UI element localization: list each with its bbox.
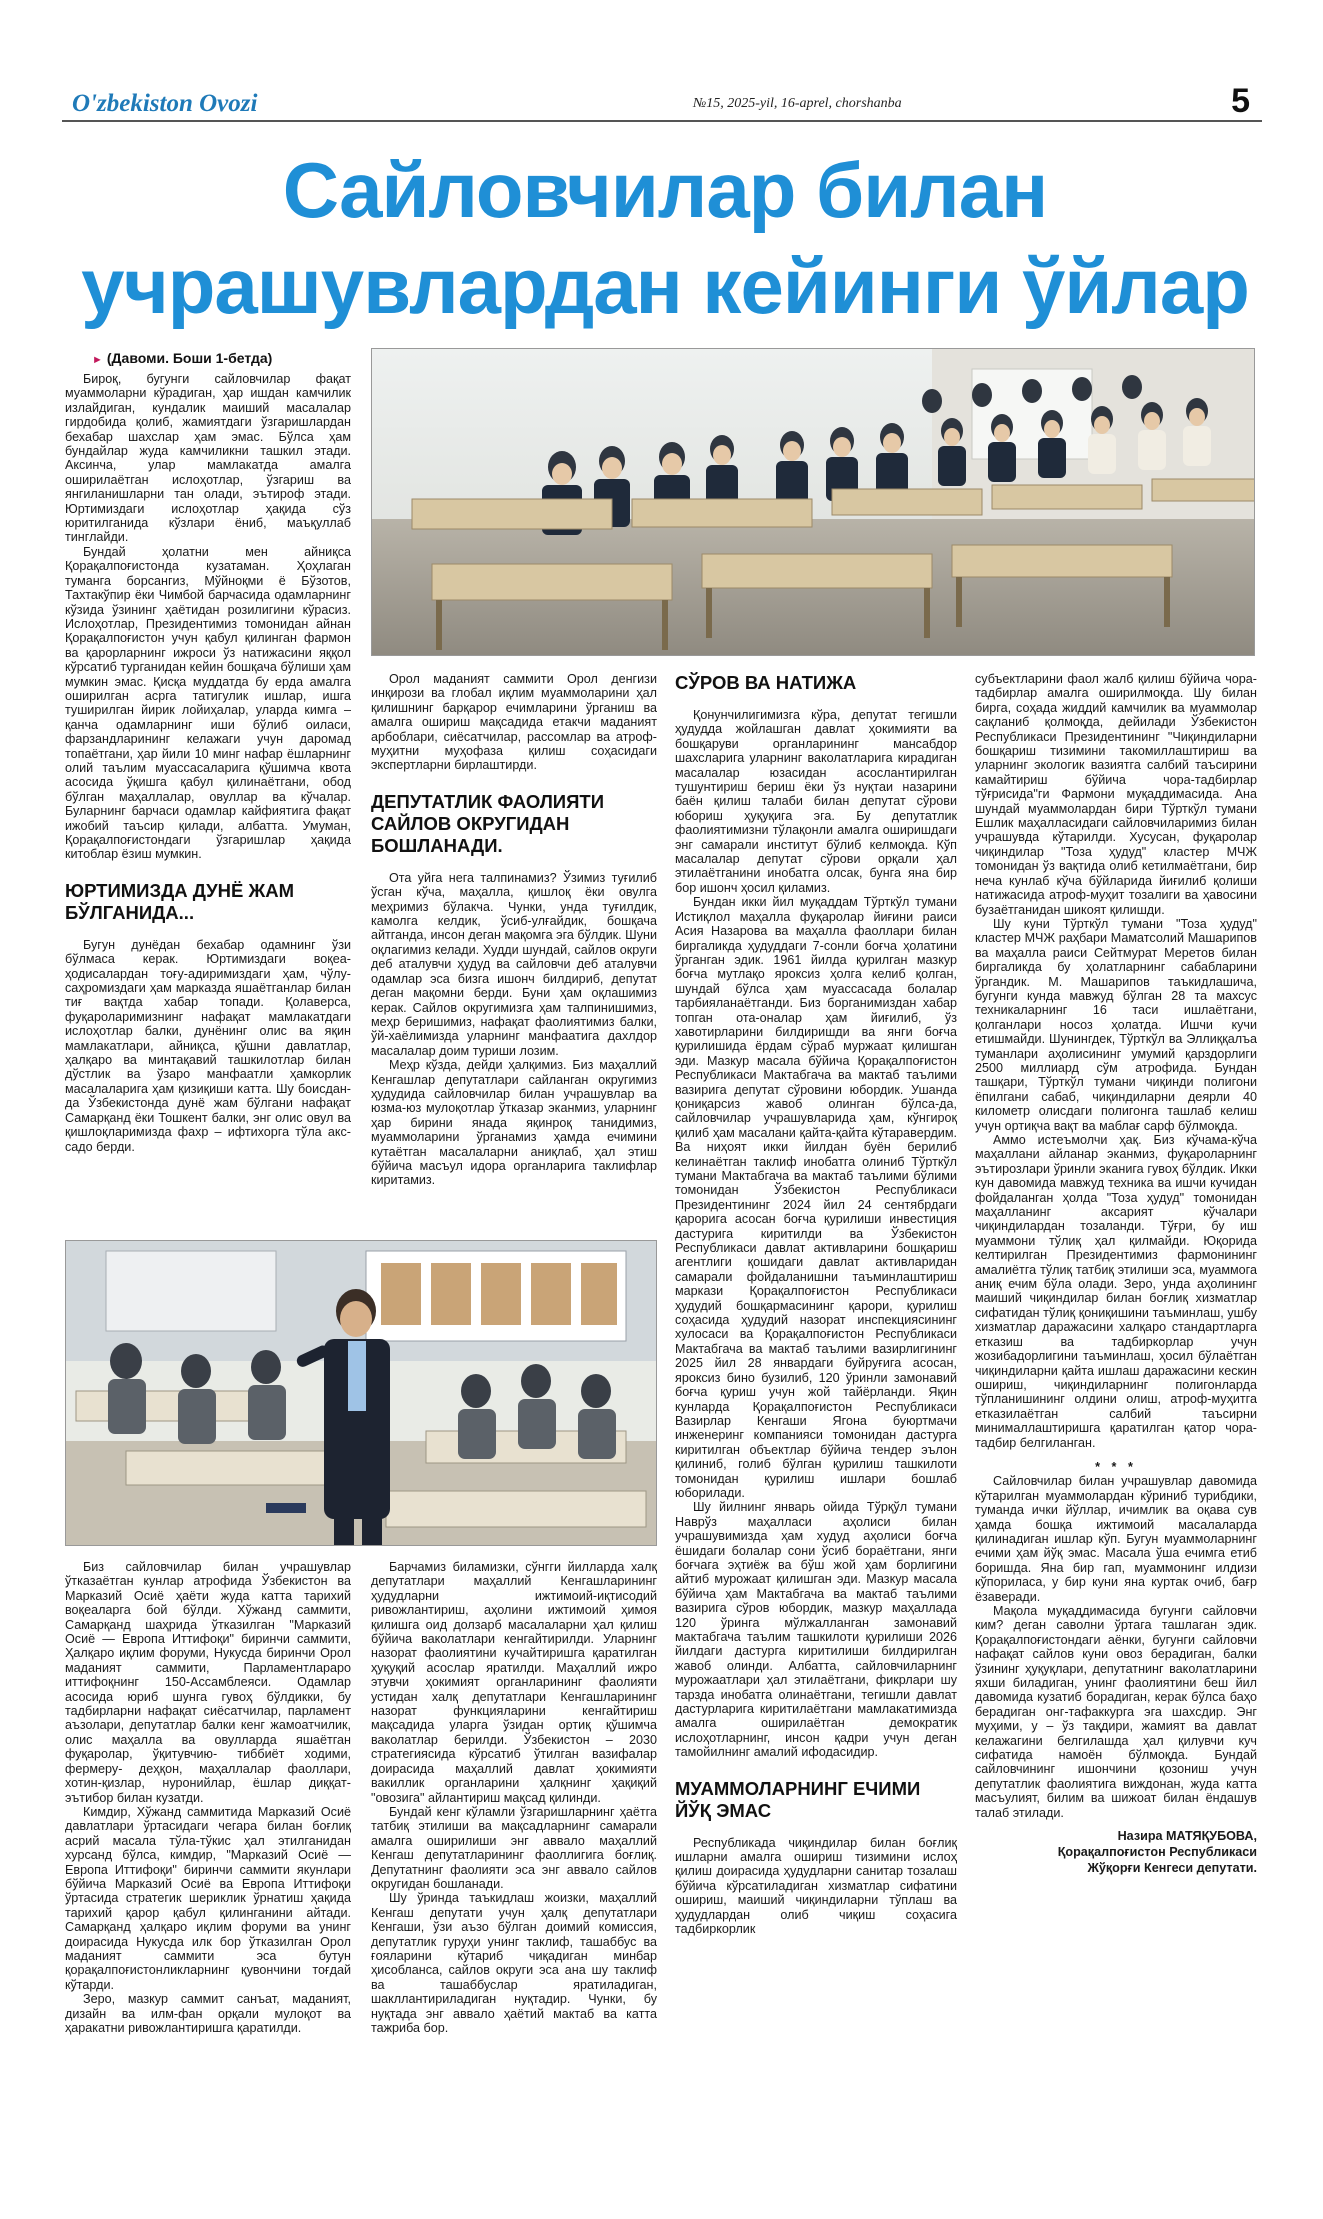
paragraph: Кимдир, Хўжанд саммитида Марказий Осиё давлатлари ўртасидаги чегара билан боғлиқ асрий масала тўла-тўкис ҳал этилганидан хурсанд бўлса, кимдир, "Марказий Осиё — Европа Иттифоқи" биринчи саммити якунлари бўйича Марказий Осиё ва Европа Иттифоқи ўртасида стратегик шериклик ўрнатиш ҳақида тарихий қарор қабул қилинганини айтади. Самарқанд ҳалқаро иқлим форуми ва унинг доирасида Нукусда илк бор ўтказилган Орол маданият саммити эса бутун қорақалпоғистонликларнинг қувончини тоғдай кўтарди. [65,1804,351,1992]
author-name: Назира МАТЯҚУБОВА, [1117,1829,1257,1844]
paragraph: Бироқ, бугунги сайловчилар фақат муаммоларни кўрадиган, ҳар ишдан камчилик излайдиган, кундалик маиший масалалар гирдобида қолиб, жамиятдаги ўзгаришлардан бехабар шахслар ҳам эмас. Бўлса ҳам бундайлар жуда камчиликни ташкил этади. Аксинча, улар мамлакатда амалга оширилаётган ислоҳотлар, ўзгариш ва янгиланишларни тан олади, эътироф этади. Юртимиздаги ислоҳотлар ҳақида сўз юритилганида кўзлари ёниб, маъқуллаб тинглайди. [65,372,351,545]
section-heading-yurtimizda: ЮРТИМИЗДА ДУНЁ ЖАМ БЎЛГАНИДА... [65,879,295,923]
section-divider-stars: * * * [1095,1459,1137,1474]
page-number: 5 [1231,82,1250,120]
author-title-line2: Жўқорғи Кенгеси депутати. [1087,1861,1257,1876]
classroom-photo [371,348,1255,656]
column-1-top [65,372,351,1204]
paragraph: Қонунчилигимизга кўра, депутат тегишли ҳудудда жойлашган давлат ҳокимияти ва бошқаруви органларининг мансабдор шахсларига уларнинг ваколатларига кирадиган масалалар юзасидан асослантирилган тушунтириш бериш ёки ўз нуқтаи назарини баён қилиш талаби билан депутат сўрови юбориш ҳуқуқига эга. Бу депутатлик фаолиятимизни тўлақонли амалга оширишдаги энг самарали институт бўлиб келмоқда. Кўп масалалар депутат сўрови орқали ҳал этилаётганини инобатга олсак, бунга яна бир бор ишонч ҳосил қиламиз. [675,708,957,895]
meeting-photo-image [66,1241,657,1546]
paragraph: Биз сайловчилар билан учрашувлар ўтказаётган кунлар атрофида Ўзбекистон ва Марказий Осиё ҳаёти жуда катта тарихий воқеаларга бой бўлди. Хўжанд саммити, Самарқанд шаҳрида ўтказилган "Марказий Осиё — Европа Иттифоқи" биринчи саммити, Ҳалқаро иқлим форуми, Нукусда биринчи Орол маданият саммити, Парламентлараро иттифоқнинг 150-Ассамблеяси. Одамлар асосида юриб шунга гувоҳ бўлдикки, бу тадбирларни нафақат сиёсатчилар, парламент аъзолари, депутатлар балки кенг жамоатчилик, олис маҳалла ва овулларда яшаётган фуқаролар, ўқитувчию- тиббиёт ходими, фермеру- деҳқон, маҳаллалар фаоллари, хотин-қизлар, нуронийлар, ёшлар диққат- эътибор билан кузатди. [65,1560,351,1805]
column-3 [675,672,957,2112]
paragraph: Бугун дунёдан бехабар одамнинг ўзи бўлмаса керак. Юртимиздаги воқеа-ҳодисалардан тоғу-адиримиздаги ҳам, чўлу-саҳромиздаги ҳам марказда яшаётганлар билан тиғ вақтда хабар топади. Қолаверса, фуқароларимизнинг нафақат мамлакатдаги ислоҳотлар балки, дунёнинг олис ва яқин мамлакатлари, айниқса, қўшни давлатлар, ҳалқаро ва минтақавий ташкилотлар билан дўстлик ва ўзаро манфаатли ҳамкорлик масалаларига ҳам қизиқиши катта. Шу боисдан-да Ўзбекистонда дунё жам бўлгани нафақат Самарқанд ёки Тошкент балки, энг олис овул ва қишлоқларимизда фахр – ифтихорга тўла акс-садо берди. [65,937,351,1154]
paragraph: Орол маданият саммити Орол денгизи инқирози ва глобал иқлим муаммоларини ҳал қилишнинг барқарор ечимларини ўрганиш ва амалга ошириш мақсадида етакчи маданият арбоблари, сиёсатчилар, рассомлар ва атроф-муҳитни муҳофаза қилиш соҳасидаги экспертларни бирлаштирди. [371,672,657,773]
paragraph: Ота уйга нега талпинамиз? Ўзимиз туғилиб ўсган кўча, маҳалла, қишлоқ ёки овулга меҳримиз бўлакча. Чунки, унда туғилдик, камолга келдик, ўсиб-улғайдик, бошқача айтганда, инсон деган мақомга эга бўлдик. Шуни оқлагимиз келади. Худди шундай, сайлов округи деб аталувчи ҳудуд ва сайловчи деб аталувчи одамлар эса бизга ишонч билдириб, депутат деган мақомни берди. Буни ҳам оқлашимиз керак. Сайлов округимизга ҳам талпинишимиз, меҳр беришимиз, нафақат фаолиятимиз балки, ўй-хаёлимизда уларнинг манфаатига дахлдор масалалар доим туриши лозим. [371,870,657,1058]
continued-text: (Давоми. Боши 1-бетда) [106,350,273,366]
issue-line: №15, 2025-yil, 16-aprel, chorshanba [693,96,902,111]
paragraph: Мақола муқаддимасида бугунги сайловчи ким? деган саволни ўртага ташлаган эдик. Қорақалпоғистондаги аёнки, бугунги сайловчи нафақат сайлов куни овоз берадиган, балки ўзининг ҳуқуқлари, депутатнинг ваколатларини яхши биладиган, унинг фаолиятини беш йил давомида кузатиб борадиган, керак бўлса баҳо берадиган онг-тафаккурга эга шахсдир. Энг муҳими, у – ўз тақдири, жамият ва давлат келажагини белгилашда ҳал қилувчи куч сифатида намоён бўлмоқда. Бундай сайловчининг ишончини қозониш учун депутатлик фаолиятига виждонан, жуда катта масъулият, билим ва шижоат билан ёндашув талаб этилади. [975,1604,1257,1820]
author-title-line1: Қорақалпоғистон Республикаси [1057,1845,1257,1860]
paragraph: Барчамиз биламизки, сўнгги йилларда халқ депутатлари маҳаллий Кенгашларининг ҳудудларни ижтимоий-иқтисодий ривожлантириш, аҳолини ижтимоий ҳимоя қилишга оид долзарб масалаларни ҳал қилиш бўйича ваколатлари кенгайтирилди. Уларнинг назорат фаолиятини кучайтиришга қаратилган ҳуқуқий асослар яратилди. Маҳаллий ижро этувчи ҳокимият органларининг фаолияти устидан халқ депутатлари Кенгашларининг назорат функцияларини кенгайтириш мақсадида уларга ўзидан ортиқ қўшимча ваколатлар берилди. Ўзбекистон – 2030 стратегиясида кўрсатиб ўтилган вазифалар доирасида маҳаллий давлат ҳокимияти вакиллик органларини ҳалқнинг ҳақиқий "овозига" айлантириш мақсад қилинди. [371,1560,657,1805]
paragraph: Шу йилнинг январь ойида Тўрқўл тумани Наврўз маҳалласи аҳолиси билан учрашувимизда ҳам худуд аҳолиси боғча ёшидаги болалар сони ўсиб бораётгани, янги боғчага эҳтиёж ва бўш жой ҳам борлигини айтиб мурожаат қилишган эди. Мазкур масала бўйича ҳам Мактабгача ва мактаб таълими вазирига сўров юбордик, мазкур маҳаллада 120 ўринга мўлжалланган замонавий мактабгача таълим ташкилоти қурилиши 2026 йилдаги дастурга киритилиши билдирилган жавоб олинди. Албатта, сайловчиларнинг мурожаатлари ҳал этилаётгани, фикрлари шу тарзда инобатга олинаётгани, тегишли давлат дастурларига киритилаётгани мамлакатимизда амалга оширилаётган демократик ислоҳотларнинг, инсон қадри учун деган тамойилнинг амалий ифодасидир. [675,1500,957,1760]
paragraph: Республикада чиқиндилар билан боғлиқ ишларни амалга ошириш тизимини ислоҳ қилиш доирасида ҳудудларни санитар тозалаш бўйича кўрсатиладиган хизматлар сифатини ошириш, маиший чиқиндиларни тўплаш ва ҳудудлардан олиб чиқиш соҳасига тадбиркорлик [675,1835,957,1937]
continued-label [92,350,272,366]
paragraph: Бундай ҳолатни мен айниқса Қорақалпоғистонда кузатаман. Ҳоҳлаган тумaнга борсангиз, Мўйноқми ё Бўзотов, Тахтакўпир ёки Чимбой барчасида одамларнинг кўзида ўзининг ҳаётидан розилигини кўрасиз. Ислоҳотлар, Президентимиз томонидан айнан Қорақалпоғистон учун қабул қилинган фармон ва қарорларнинг ижроси ўз натижасини яққол кўрсатиб турганидан кейин бошқача бўлиши ҳам мумкин эмас. Қисқа муддатда бу ерда амалга оширилган асрга татигулик ишлар, ишга туширилган йирик лойиҳалар, уларда кимга – қанча одамларнинг иши бўлиб оилаcи, фарзандларининг келажаги учун даромад топаётгани, ҳар йили 10 минг нафар ёшларнинг олий таълим муассасаларига қўшимча квота асосида ўқишга қабул қилинаётгани, обод бўлган маҳаллалар, овуллар ва кўчалар. Буларнинг барчаси одамлар кайфиятига фақат ижобий таъсир қилади, албатта. Умуман, Қорақалпоғистондаги ўзгаришлар ҳақида китоблар ёзиш мумкин. [65,544,351,862]
paper-name [72,90,257,118]
section-heading-muammolarning: МУАММОЛАРНИНГ ЕЧИМИ ЙЎҚ ЭМАС [675,1777,921,1821]
paper-name-part1: O'zbekiston [72,90,193,117]
paragraph: Аммо истеъмолчи ҳақ. Биз кўчама-кўча маҳаллани айланар эканмиз, фуқароларнинг эътирозлари ўринли эканига гувоҳ бўлдик. Икки кун давомида мавжуд техника ва ишчи кучидан фойдаланган ҳолда "Тоза ҳудуд" томонидан маҳалланинг аксарият кўчалари чиқиндилардан тозаланди. Тўғри, бу иш муаммони тўлиқ ҳал қилмайди. Юқорида келтирилган Президентимиз фармонининг амалиётга тўлиқ татбиқ этилиши эса, муаммога аниқ ечим бўла олади. Зеро, унда аҳолининг маиший чиқиндилар билан боғлиқ хизматлар сифатидан тўлиқ қониқишини таъминлаш, ушбу хизматлар даражасини халқаро стандартларга етказиш ва тадбиркорлар учун жозибадорлигини таъминлаш, ҳосил бўлаётган чиқиндиларни қайта ишлаш даражасини кескин ошириш, чиқиндиларнинг полигонларда тўпланишининг олдини олиш, атроф-муҳитга етказилаётган салбий таъсирни минималлаштиришга қаратилган қатор чора-тадбир белгиланган. [975,1133,1257,1450]
paragraph: Бундай кенг кўламли ўзгаришларнинг ҳаётга татбиқ этилиши ва мақсадларнинг самарали амалга оширилиши энг аввало маҳаллий Кенгаш депутатларининг фаоллигига боғлиқ. Депутатнинг фаолияти эса энг аввало сайлов округидан бошланади. [371,1804,657,1891]
paragraph: Шу куни Тўрткўл тумани "Тоза ҳудуд" кластер МЧЖ раҳбари Маматсолий Машарипов ва маҳалла раиси Сейтмурат Меретов билан биргаликда бу ҳолатларнинг сабабларини ўргандик. М. Машарипов таъкидлашича, бугунги кунда мавжуд бўлган 28 та махсус техникаларнинг 16 таси ишлаётгани, қолганлари носоз ҳолатда. Ишчи кучи етишмайди. Шунингдек, Тўрткўл ва Эллиққалъа туманлари аҳолисининг умумий қарздорлиги 2500 миллиард сўм атрофида. Бундан ташқари, Тўрткўл тумани чиқинди полигони ёпилгани сабаб, чиқиндиларни деярли 40 километр олисдаги полигонга ташлаб келиш учун ортиқча вақт ва маблағ сарф бўлмоқда. [975,916,1257,1133]
meeting-photo [65,1240,657,1546]
section-heading-surov: СЎРОВ ВА НАТИЖА [675,672,857,693]
masthead [62,78,1262,122]
section-heading-deputatlik: ДЕПУТАТЛИК ФАОЛИЯТИ САЙЛОВ ОКРУГИДАН БОШЛАНАДИ. [371,790,604,856]
headline-line2: учрашувлардан кейинги ўйлар [81,242,1249,330]
paragraph: Бундан икки йил муқаддам Тўрткўл тумани Истиқлол маҳалла фуқаролар йиғини раиси Асия Назарова ва маҳалла фаоллари билан биргаликда ҳудуддаги 7-сонли боғча ҳолатини ўрганган эдик. 1961 йилда қурилган мазкур боғча мутлақо ярокcиз ҳолга келиб қолган, шундай бўлса ҳам муассасада болалар тарбияланаётганди. Биз борганимиздан хабар топган ота-оналар ҳам йиғилиб, ўз хавотирларини билдиришди ва янги боғча қурилишида ёрдам сўраб муржаат қилишган эди. Мазкур масала бўйича Қорақалпоғистон Республикаси Мактабгача ва мактаб таълими вазирига депутат сўровини юбордик. Ушанда қониқарсиз жавоб олинган бўлса-да, сайловчилар учрашувларида ҳам, кўнгироқ қилиб ҳам масалани қайта-қайта кўтаравердим. Ва ниҳоят икки йилдан буён берилиб келинаётган таклиф инобатга олиниб Тўрткўл тумани Мактабгача ва мактаб таълими бўлими томонидан Ўзбекистон Республикаси Президентининг 2024 йил 24 сентябрдаги қарорига асосан боғча қурилиши инвестиция дастурига киритилди ва Ўзбекистон Республикаси давлат активларини бошқариш агентлиги қошидаги давлат активларидан самарали фойдаланишни таъминлаштириш маркази Қорақалпоғистон Республикаси ҳудудий бошқармасининг қарори, қурилиш соҳасида ҳудудий назорат инспекциясининг хулосаси ва Қорақалпоғистон Республикаси Мактабгача ва мактаб таълими вазирлигининг 2025 йил 28 январдаги буйруғига асосан, ярокcиз бино бузилиб, 120 ўринли замонавий боғча қуриш учун жой тайёрланди. Яқин кунларда Қорақалпоғистон Республикаси Вазирлар Кенгаши Ягона буюртмачи инженеринг компанияси томонидан дастурга киритилган объектлар бўйича тендер эълон қилиниб, голиб бўлган қурилиш ташкилоти томонидан қурилиш ишлари бошлаб юборилади. [675,895,957,1500]
paper-name-part2: Ovozi [199,90,258,117]
column-1-bottom [65,1560,351,2120]
paragraph: Зеро, мазкур саммит санъат, маданият, дизайн ва илм-фан орқали мулоқот ва ҳаракатни ривожлантиришга қаратилди. [65,1992,351,2035]
paragraph: Сайловчилар билан учрашувлар давомида кўтарилган муаммолардан кўриниб турибдики, туманда ички йўллар, ичимлик ва оқава сув ҳамда бошқа ижтимоий масалаларда қилинадиган ишлар кўп. Бугун муаммоларнинг ечими ҳам йўқ эмас. Масала ўша ечимга етиб боришда. Яна бир гап, муаммонинг илдизи кўпориласа, у бир куни яна куртак очиб, бағр ёзаверади. [975,1474,1257,1604]
paragraph: Меҳр кўзда, дейди ҳалқимиз. Биз маҳаллий Кенгашлар депутатлари сайланган округимиз ҳудудида сайловчилар билан учрашувлар ва юзма-юз мулоқотлар ўтказар эканмиз, уларнинг ҳар бирини янада яқинроқ танидимиз, муаммоларини ўрганамиз ҳамда ечимини кутаётган масалаларни аниқлаб, ҳал этиш бўйича масъул идора органларига таклифлар киритамиз. [371,1058,657,1188]
headline-line1: Сайловчилар билан [282,146,1048,234]
column-2-bottom [371,1560,657,2120]
paragraph: субъектларини фаол жалб қилиш бўйича чора-тадбирлар амалга оширилмоқда. Шу билан бирга, соҳада жиддий камчилик ва муаммолар сақланиб қолмоқда, дейилади Ўзбекистон Республикаси Президентининг "Чиқиндиларни бошқариш тизимини такомиллаштириш ва уларнинг экологик вазиятга салбий таъсирини камайтириш бўйича чора-тадбирлар тўғрисида"ги Фармони муқаддимасида. Ана шундай муаммолардан бири Тўрткўл тумани Ешлик маҳалласидаги сайловчиларимиз билан учрашувда кўтарилди. Хусусан, фуқаролар чиқиндилар "Тоза ҳудуд" кластер МЧЖ томонидан ўз вақтида олиб кетилмаётгани, бир неча кунлаб кўча бўйларида йиғилиб қолиши натижасида атроф-муҳит тозалиги ва ҳавосини бузаётганидан шикоят қилишди. [975,672,1257,917]
classroom-photo-image [372,349,1255,656]
paragraph: Шу ўринда таъкидлаш жоизки, маҳаллий Кенгаш депутати учун ҳалқ депутатлари Кенгаши, ўзи аъзо бўлган доимий комиссия, депутатлик гуруҳи унинг таклиф, ташаббус ва ғояларини кўтариб чиқадиган минбар ҳисобланса, сайлов округи эса ана шу таклиф ва ташаббуслар яратиладиган, шакллантириладиган нуқтадир. Чунки, бу нуқтада энг аввало ҳаётий мактаб ва катта тажриба бор. [371,1891,657,2035]
headline [70,142,1260,334]
column-2-mid [371,672,657,1232]
author-signature [975,1828,1257,1876]
arrow-right-icon: ► [92,354,103,366]
column-4 [975,672,1257,2112]
